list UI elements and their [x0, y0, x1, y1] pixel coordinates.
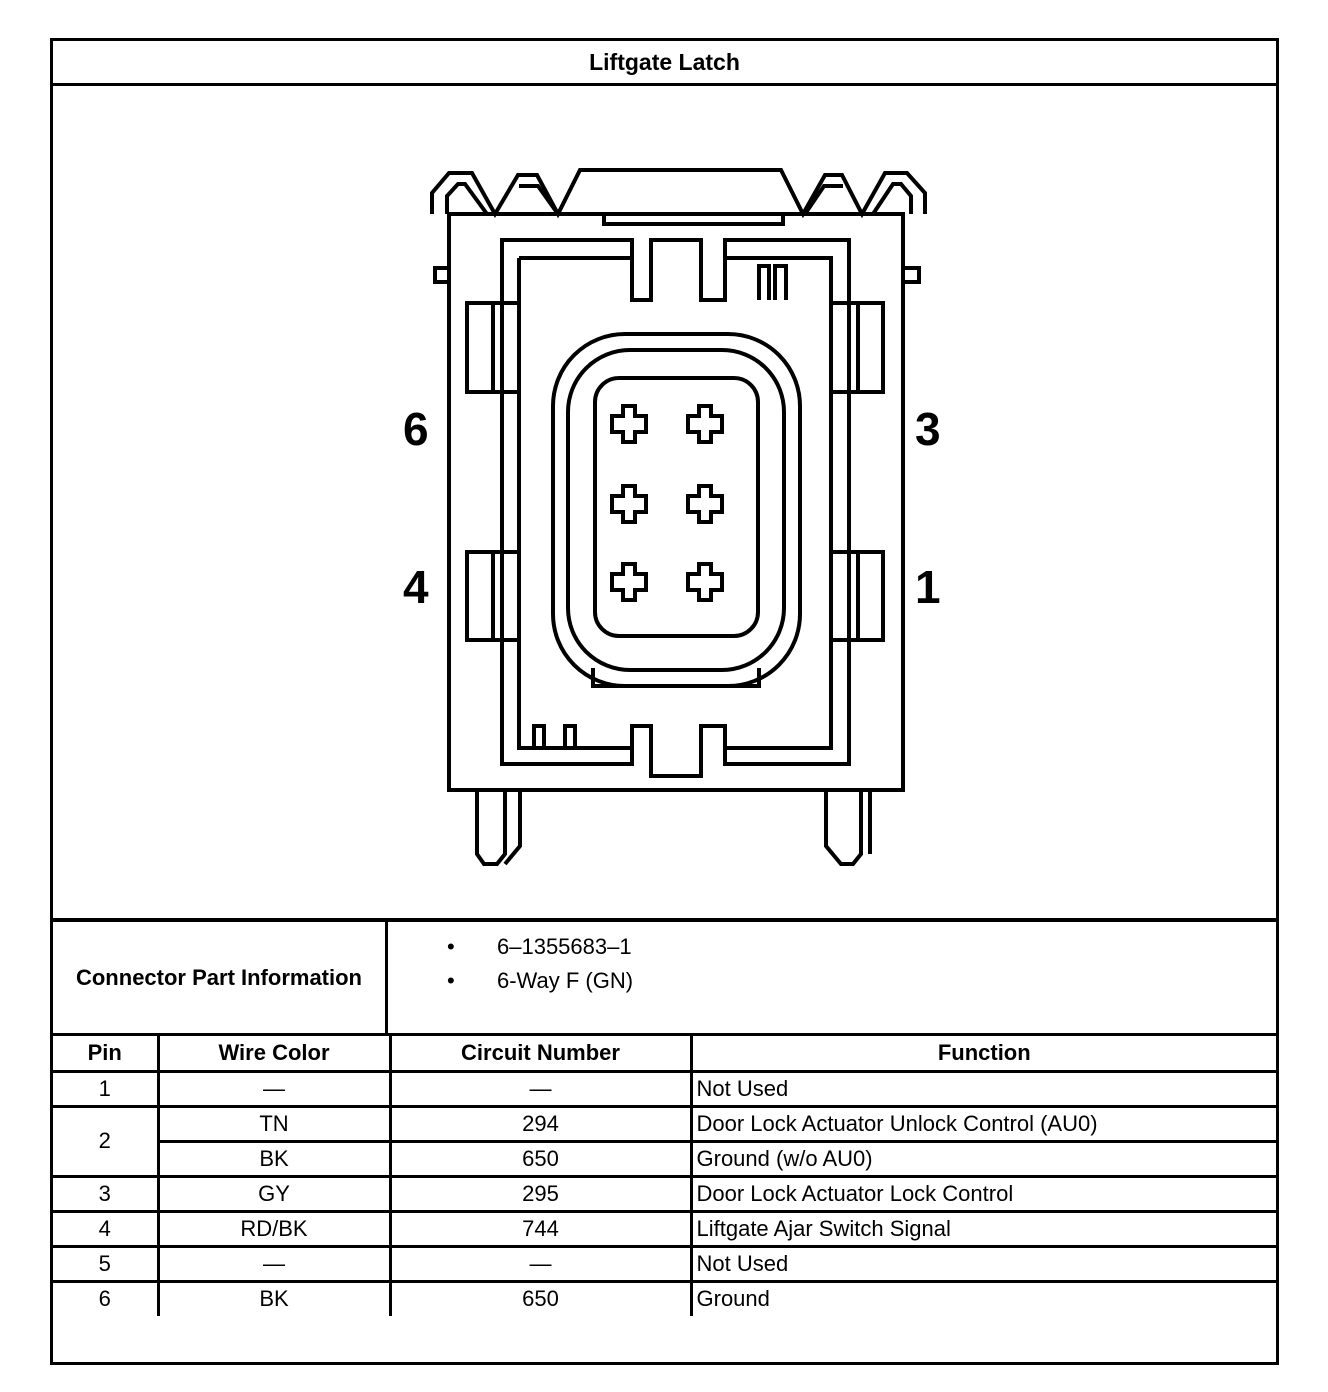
table-row [53, 1106, 1276, 1141]
wire-color-cell: RD/BK [158, 1211, 390, 1246]
connector-seal-outline [553, 334, 800, 686]
connector-type-item: • 6-Way F (GN) [441, 964, 633, 998]
connector-part-info-list [441, 930, 633, 998]
header-function: Function [691, 1036, 1276, 1071]
pin-table [53, 1036, 1276, 1316]
wire-color-cell: BK [158, 1281, 390, 1316]
table-row [53, 1281, 1276, 1316]
header-circuit-number: Circuit Number [390, 1036, 691, 1071]
pin-table-header [53, 1036, 1276, 1071]
function-cell: Ground (w/o AU0) [691, 1141, 1276, 1176]
connector-sheet [50, 38, 1279, 1365]
wire-color-cell: — [158, 1071, 390, 1106]
pin-label-1: 1 [915, 561, 941, 613]
circuit-number-cell: 650 [390, 1281, 691, 1316]
circuit-number-cell: — [390, 1071, 691, 1106]
pin-cell: 6 [53, 1281, 158, 1316]
table-row [53, 1141, 1276, 1176]
connector-title: Liftgate Latch [53, 41, 1276, 86]
circuit-number-cell: 744 [390, 1211, 691, 1246]
circuit-number-cell: 650 [390, 1141, 691, 1176]
header-wire-color: Wire Color [158, 1036, 390, 1071]
connector-top-latch [432, 170, 925, 214]
pin-cell: 4 [53, 1211, 158, 1246]
terminal-cavity [612, 406, 646, 442]
pin-cell: 1 [53, 1071, 158, 1106]
pin-cell: 2 [53, 1106, 158, 1176]
terminal-cavity [612, 564, 646, 600]
header-pin: Pin [53, 1036, 158, 1071]
terminal-cavities [612, 406, 722, 600]
connector-diagram [53, 86, 1276, 918]
table-row [53, 1176, 1276, 1211]
part-number-item: • 6–1355683–1 [441, 930, 633, 964]
wire-color-cell: GY [158, 1176, 390, 1211]
function-cell: Not Used [691, 1071, 1276, 1106]
terminal-cavity [612, 486, 646, 522]
terminal-cavity [688, 486, 722, 522]
pin-cell: 3 [53, 1176, 158, 1211]
connector-part-info-label: Connector Part Information [53, 922, 388, 1033]
pin-cell: 5 [53, 1246, 158, 1281]
circuit-number-cell: 294 [390, 1106, 691, 1141]
function-cell: Not Used [691, 1246, 1276, 1281]
connector-face-drawing [53, 86, 1276, 918]
table-row [53, 1071, 1276, 1106]
circuit-number-cell: — [390, 1246, 691, 1281]
terminal-cavity [688, 564, 722, 600]
wire-color-cell: TN [158, 1106, 390, 1141]
pin-label-4: 4 [403, 561, 429, 613]
pin-label-6: 6 [403, 403, 429, 455]
table-row [53, 1246, 1276, 1281]
pin-label-3: 3 [915, 403, 941, 455]
function-cell: Liftgate Ajar Switch Signal [691, 1211, 1276, 1246]
function-cell: Door Lock Actuator Lock Control [691, 1176, 1276, 1211]
wire-color-cell: — [158, 1246, 390, 1281]
wire-color-cell: BK [158, 1141, 390, 1176]
connector-part-info [53, 918, 1276, 1036]
function-cell: Ground [691, 1281, 1276, 1316]
function-cell: Door Lock Actuator Unlock Control (AU0) [691, 1106, 1276, 1141]
terminal-cavity [688, 406, 722, 442]
table-row [53, 1211, 1276, 1246]
circuit-number-cell: 295 [390, 1176, 691, 1211]
